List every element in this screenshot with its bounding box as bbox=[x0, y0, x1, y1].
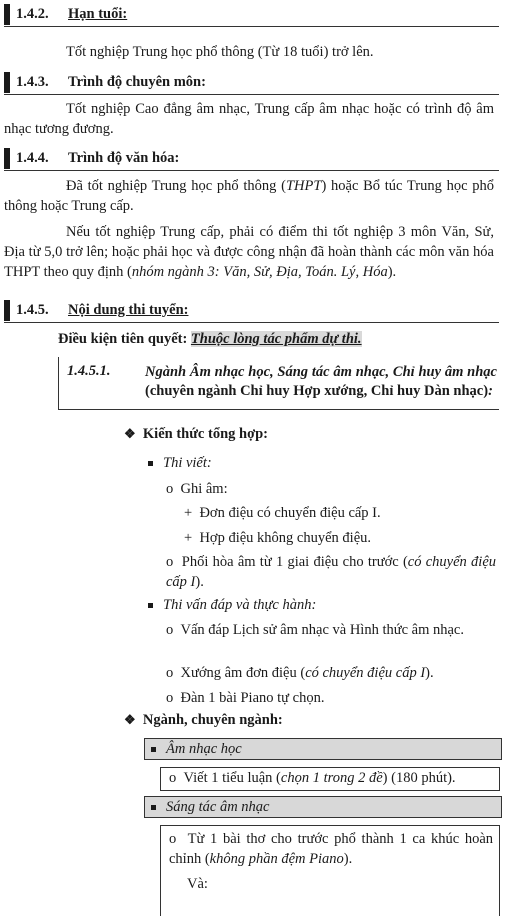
oral-item-2 bbox=[166, 665, 434, 682]
heading-bar bbox=[4, 72, 10, 93]
diamond-icon: ❖ bbox=[124, 712, 136, 727]
dictation-item-text: Đơn điệu có chuyển điệu cấp I. bbox=[199, 505, 381, 521]
written-exam bbox=[148, 455, 212, 472]
heading-bar bbox=[4, 300, 10, 321]
dictation-item-text: Hợp điệu không chuyển điệu. bbox=[199, 530, 372, 546]
prerequisite-value: Thuộc lòng tác phẩm dự thi. bbox=[190, 331, 362, 347]
diamond-icon: ❖ bbox=[124, 426, 136, 441]
circle-bullet-icon: o bbox=[166, 622, 174, 638]
heading-title: Nội dung thi tuyển: bbox=[68, 302, 189, 318]
text-run: Xướng âm đơn điệu ( bbox=[180, 665, 306, 681]
majors-label: Ngành, chuyên ngành: bbox=[142, 712, 283, 728]
text-run-italic: nhóm ngành 3: Văn, Sử, Địa, Toán. Lý, Hóa bbox=[131, 264, 388, 280]
major-musicology-bar bbox=[144, 738, 502, 760]
square-bullet-icon bbox=[148, 461, 153, 466]
major-musicology-label: Âm nhạc học bbox=[166, 741, 242, 757]
dictation-item-1 bbox=[184, 505, 381, 522]
text-run: Đã tốt nghiệp Trung học phổ thông ( bbox=[66, 178, 286, 194]
heading-1-4-4 bbox=[4, 148, 499, 171]
circle-bullet-icon: o bbox=[166, 481, 174, 497]
composition-and: Và: bbox=[187, 876, 208, 892]
musicology-task-box bbox=[160, 767, 500, 791]
major-composition-bar bbox=[144, 796, 502, 818]
prerequisite-label: Điều kiện tiên quyết: bbox=[58, 331, 191, 347]
oral-item-3 bbox=[166, 690, 324, 707]
age-text: Tốt nghiệp Trung học phổ thông (Từ 18 tuổi) trở lên. bbox=[66, 44, 374, 60]
text-run: ). bbox=[343, 851, 353, 867]
heading-1-4-3 bbox=[4, 72, 499, 95]
text-run: ) hoặc Bổ túc Trung học phổ thông hoặc Trung cấp. bbox=[4, 178, 495, 214]
general-knowledge bbox=[124, 426, 268, 443]
heading-number: 1.4.4. bbox=[16, 150, 49, 166]
text-run: Từ 1 bài thơ cho trước phổ thành 1 ca khúc hoàn chỉnh ( bbox=[169, 831, 494, 867]
circle-bullet-icon: o bbox=[169, 831, 177, 847]
education-paragraph-2 bbox=[4, 222, 494, 282]
text-run: ). bbox=[387, 264, 397, 280]
text-run: Phối hòa âm từ 1 giai điệu cho trước ( bbox=[181, 554, 408, 570]
composition-task-box bbox=[160, 825, 500, 916]
plus-bullet-icon: + bbox=[184, 530, 193, 546]
square-bullet-icon bbox=[151, 805, 156, 810]
qualification-text: Tốt nghiệp Cao đẳng âm nhạc, Trung cấp âm nhạc hoặc có trình độ âm nhạc tương đương. bbox=[4, 101, 494, 137]
text-run-italic: Ngành Âm nhạc học, Sáng tác âm nhạc, Chỉ huy âm nhạc bbox=[145, 364, 497, 380]
heading-bar bbox=[4, 148, 10, 169]
text-run: ) (180 phút). bbox=[382, 770, 456, 786]
text-run-italic: : bbox=[488, 383, 493, 399]
prerequisite bbox=[58, 331, 362, 348]
written-exam-label: Thi viết: bbox=[163, 455, 212, 471]
harmonization bbox=[166, 552, 496, 592]
text-run-italic: THPT bbox=[285, 178, 322, 194]
oral-exam bbox=[148, 597, 316, 614]
heading-number: 1.4.5. bbox=[16, 302, 49, 318]
oral-exam-label: Thi vấn đáp và thực hành: bbox=[163, 597, 317, 613]
composition-task bbox=[169, 829, 493, 869]
major-musicology bbox=[151, 741, 242, 758]
subsection-number: 1.4.5.1. bbox=[67, 363, 111, 379]
square-bullet-icon bbox=[148, 603, 153, 608]
text-run-italic: không phần đệm Piano bbox=[209, 851, 344, 867]
general-knowledge-label: Kiến thức tổng hợp: bbox=[142, 426, 268, 442]
subsection-1-4-5-1 bbox=[58, 357, 499, 410]
text-run: Nếu tốt nghiệp Trung cấp, phải có điểm thi tốt nghiệp 3 môn Văn, Sử, Địa từ 5,0 trở lên; hoặc phải học và được công nhận đã hoàn thành các môn văn hóa THPT theo quy định ( bbox=[4, 224, 494, 280]
heading-bar bbox=[4, 4, 10, 25]
text-run-italic: chọn 1 trong 2 đề bbox=[280, 770, 383, 786]
oral-item-text: Đàn 1 bài Piano tự chọn. bbox=[180, 690, 325, 706]
heading-title: Trình độ văn hóa: bbox=[68, 150, 180, 166]
musicology-task bbox=[169, 770, 456, 787]
circle-bullet-icon: o bbox=[166, 665, 174, 681]
text-run-italic: có chuyển điệu cấp I bbox=[305, 665, 426, 681]
dictation-item-2 bbox=[184, 530, 371, 547]
heading-number: 1.4.3. bbox=[16, 74, 49, 90]
dictation-label: Ghi âm: bbox=[180, 481, 228, 497]
circle-bullet-icon: o bbox=[169, 770, 177, 786]
major-composition-label: Sáng tác âm nhạc bbox=[166, 799, 270, 815]
circle-bullet-icon: o bbox=[166, 690, 174, 706]
square-bullet-icon bbox=[151, 747, 156, 752]
majors bbox=[124, 712, 283, 729]
heading-title: Trình độ chuyên môn: bbox=[68, 74, 206, 90]
circle-bullet-icon: o bbox=[166, 554, 174, 570]
dictation bbox=[166, 481, 228, 498]
oral-item-text: Vấn đáp Lịch sử âm nhạc và Hình thức âm nhạc. bbox=[180, 622, 464, 638]
heading-1-4-2 bbox=[4, 4, 499, 27]
oral-item-1 bbox=[166, 620, 496, 640]
text-run: ). bbox=[425, 665, 434, 681]
text-run: ). bbox=[195, 574, 204, 590]
text-run: Viết 1 tiểu luận ( bbox=[183, 770, 281, 786]
plus-bullet-icon: + bbox=[184, 505, 193, 521]
major-composition bbox=[151, 799, 270, 816]
heading-title: Hạn tuổi: bbox=[68, 6, 128, 22]
subsection-title bbox=[145, 363, 497, 401]
text-run: (chuyên ngành Chỉ huy Hợp xướng, Chỉ huy Dàn nhạc) bbox=[145, 383, 489, 399]
heading-number: 1.4.2. bbox=[16, 6, 49, 22]
heading-1-4-5 bbox=[4, 300, 499, 323]
text-run-italic: có chuyển điệu cấp I bbox=[166, 554, 497, 590]
education-paragraph-1 bbox=[4, 176, 494, 216]
